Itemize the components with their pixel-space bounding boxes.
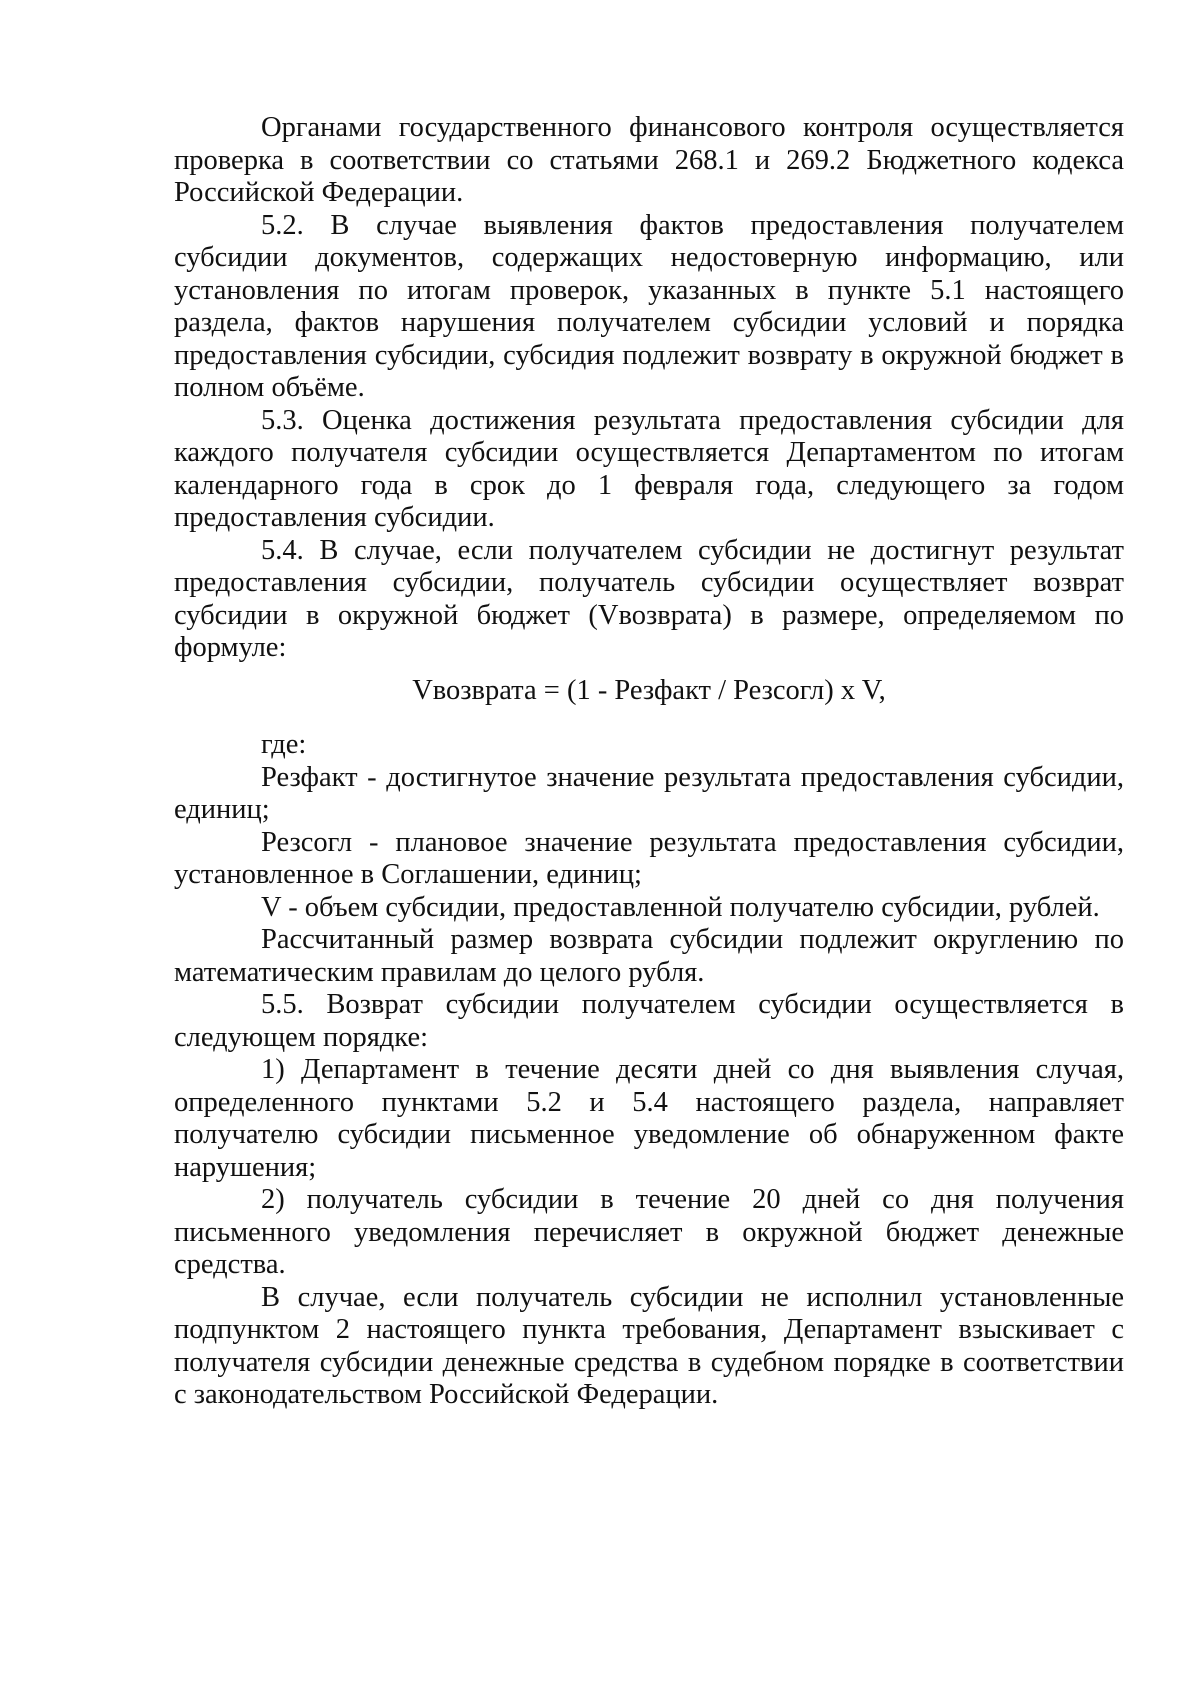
list-item-2: 2) получатель субсидии в течение 20 дней со дня получения письменного уведомления перечисляет в окружной бюджет денежные средства. xyxy=(174,1184,1124,1280)
paragraph-rounding: Рассчитанный размер возврата субсидии подлежит округлению по математическим правилам до целого рубля. xyxy=(174,924,1124,988)
definition-rez-sogl: Резсогл - плановое значение результата предоставления субсидии, установленное в Соглашении, единиц; xyxy=(174,826,1124,890)
where-label: где: xyxy=(261,729,307,760)
paragraph-financial-control: Органами государственного финансового контроля осуществляется проверка в соответствии со статьями 268.1 и 269.2 Бюджетного кодекса Российской Федерации. xyxy=(174,112,1124,208)
definition-rez-fakt: Резфакт - достигнутое значение результата предоставления субсидии, единиц; xyxy=(174,761,1124,825)
paragraph-enforcement: В случае, если получатель субсидии не исполнил установленные подпунктом 2 настоящего пункта требования, Департамент взыскивает с получателя субсидии денежные средства в судебном порядке в соответствии с законодательством Российской Федерации. xyxy=(174,1281,1124,1410)
refund-formula: Vвозврата = (1 - Резфакт / Резсогл) x V, xyxy=(412,674,886,706)
list-item-1: 1) Департамент в течение десяти дней со дня выявления случая, определенного пунктами 5.2 и 5.4 настоящего раздела, направляет получателю субсидии письменное уведомление об обнаруженном факте нарушения; xyxy=(174,1054,1124,1183)
paragraph-5-5: 5.5. Возврат субсидии получателем субсидии осуществляется в следующем порядке: xyxy=(174,989,1124,1053)
paragraph-5-2: 5.2. В случае выявления фактов предоставления получателем субсидии документов, содержащих недостоверную информацию, или установления по итогам проверок, указанных в пункте 5.1 настоящего раздела, фактов нарушения получателем субсидии условий и порядка предоставления субсидии, субсидия подлежит возврату в окружной бюджет в полном объёме. xyxy=(174,209,1124,403)
document-page xyxy=(174,112,1124,1412)
paragraph-5-4: 5.4. В случае, если получателем субсидии не достигнут результат предоставления субсидии, получатель субсидии осуществляет возврат субсидии в окружной бюджет (Vвозврата) в размере, определяемом по формуле: xyxy=(174,534,1124,663)
definition-v: V - объем субсидии, предоставленной получателю субсидии, рублей. xyxy=(261,891,1100,923)
paragraph-5-3: 5.3. Оценка достижения результата предоставления субсидии для каждого получателя субсидии осуществляется Департаментом по итогам календарного года в срок до 1 февраля года, следующего за годом предоставления субсидии. xyxy=(174,404,1124,533)
